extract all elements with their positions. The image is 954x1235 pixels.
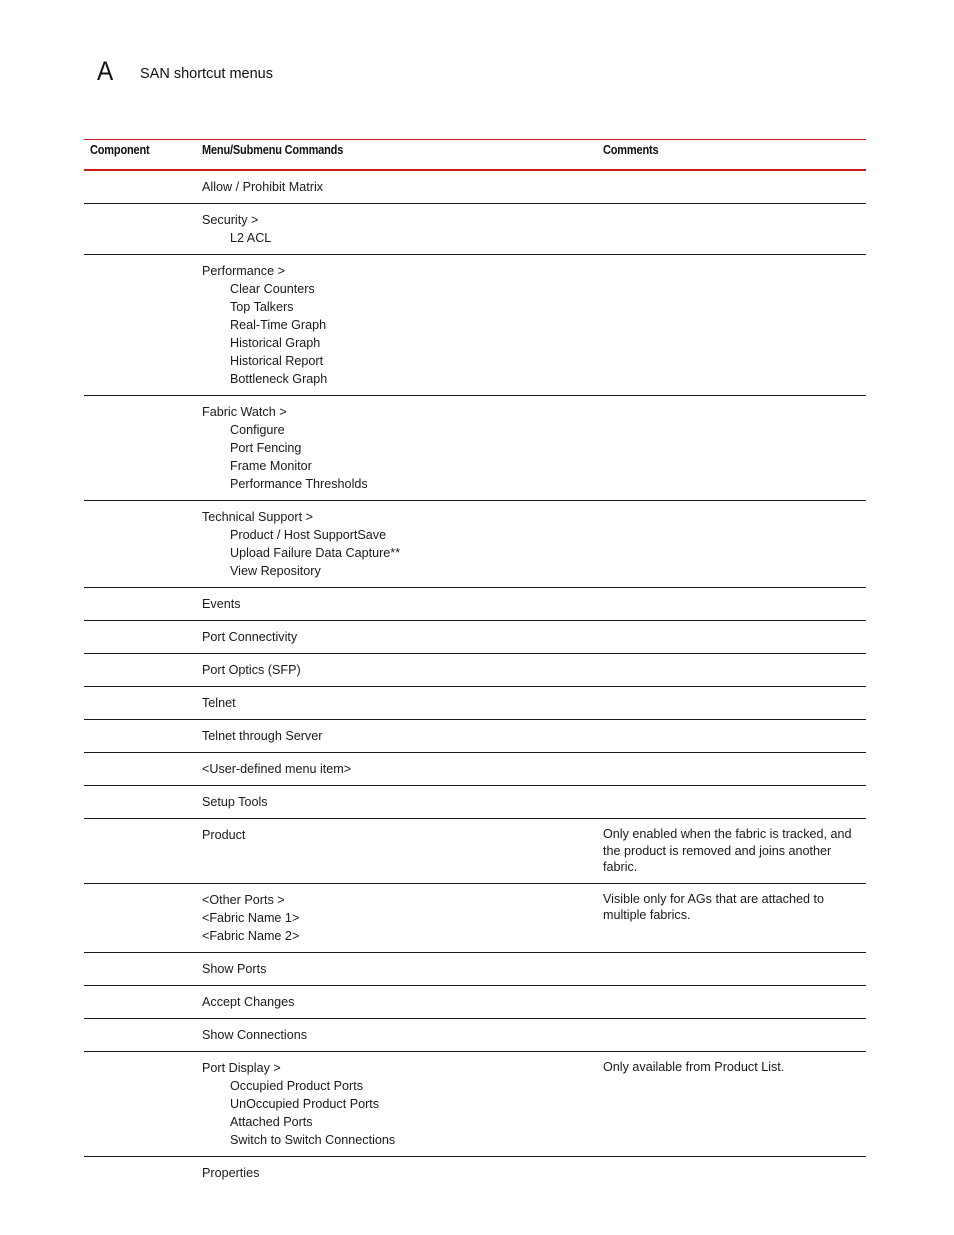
appendix-letter: A	[97, 56, 114, 86]
command-cell	[196, 1051, 597, 1156]
command-cell	[196, 786, 597, 819]
table-row	[84, 170, 866, 204]
component-cell	[84, 687, 196, 720]
menu-command: Port Display >	[202, 1060, 281, 1075]
submenu-command: Historical Graph	[230, 336, 321, 350]
command-cell	[196, 588, 597, 621]
submenu-command: Switch to Switch Connections	[230, 1132, 396, 1147]
comment-cell	[597, 501, 866, 588]
component-cell	[84, 753, 196, 786]
command-cell	[196, 720, 597, 753]
table-header-row	[84, 140, 866, 171]
comment-cell	[597, 1018, 866, 1051]
table-row	[84, 1051, 866, 1156]
table-row	[84, 396, 866, 501]
table-row	[84, 952, 866, 985]
component-cell	[84, 588, 196, 621]
table-row	[84, 1018, 866, 1051]
table-row	[84, 687, 866, 720]
comment-line: the product is removed and joins another	[603, 843, 832, 858]
comment-cell	[597, 819, 866, 884]
component-cell	[84, 883, 196, 952]
submenu-command: Historical Report	[230, 354, 324, 368]
menu-command-line: <Fabric Name 2>	[202, 928, 300, 943]
component-cell	[84, 952, 196, 985]
menu-command: Product	[202, 828, 246, 842]
command-cell	[196, 985, 597, 1018]
component-cell	[84, 501, 196, 588]
comment-cell	[597, 985, 866, 1018]
menu-command: Accept Changes	[202, 994, 295, 1009]
menu-command: Performance >	[202, 264, 285, 278]
table-row	[84, 501, 866, 588]
menu-command-line: <Fabric Name 1>	[202, 910, 300, 925]
component-cell	[84, 255, 196, 396]
table-row	[84, 588, 866, 621]
submenu-command: Occupied Product Ports	[230, 1078, 363, 1093]
submenu-command: Upload Failure Data Capture**	[230, 546, 401, 560]
menu-command: Port Optics (SFP)	[202, 663, 301, 677]
submenu-command: Top Talkers	[230, 300, 294, 314]
command-cell	[196, 753, 597, 786]
menu-table-container	[84, 139, 866, 1189]
component-cell	[84, 621, 196, 654]
comment-cell	[597, 204, 866, 255]
table-row	[84, 883, 866, 952]
comment-cell	[597, 396, 866, 501]
command-cell	[196, 396, 597, 501]
component-cell	[84, 396, 196, 501]
menu-commands-table	[84, 139, 866, 1189]
table-row	[84, 621, 866, 654]
table-row	[84, 819, 866, 884]
comment-line: fabric.	[603, 860, 638, 874]
command-cell	[196, 255, 597, 396]
submenu-command: Product / Host SupportSave	[230, 528, 387, 542]
menu-command: Telnet through Server	[202, 729, 323, 743]
table-row	[84, 985, 866, 1018]
comment-cell	[597, 654, 866, 687]
command-cell	[196, 170, 597, 204]
component-cell	[84, 1018, 196, 1051]
submenu-command: L2 ACL	[230, 231, 272, 245]
menu-command: Show Connections	[202, 1027, 308, 1042]
menu-command: <Other Ports >	[202, 892, 285, 907]
comment-cell	[597, 753, 866, 786]
column-header-label: Component	[90, 143, 150, 157]
comment-cell	[597, 883, 866, 952]
submenu-command: Attached Ports	[230, 1114, 313, 1129]
menu-command: Technical Support >	[202, 510, 313, 524]
component-cell	[84, 819, 196, 884]
column-header-label: Comments	[603, 143, 659, 157]
comment-cell	[597, 720, 866, 753]
command-cell	[196, 204, 597, 255]
menu-command: <User-defined menu item>	[202, 762, 352, 776]
menu-command: Setup Tools	[202, 795, 268, 809]
command-cell	[196, 654, 597, 687]
submenu-command: Frame Monitor	[230, 459, 312, 473]
table-header	[84, 140, 866, 171]
table-row	[84, 255, 866, 396]
table-row	[84, 720, 866, 753]
submenu-command: Performance Thresholds	[230, 477, 368, 491]
component-cell	[84, 1156, 196, 1189]
table-row	[84, 1156, 866, 1189]
menu-command: Security >	[202, 213, 259, 227]
component-cell	[84, 720, 196, 753]
column-header-commands	[196, 140, 597, 171]
submenu-command: Clear Counters	[230, 282, 315, 296]
command-cell	[196, 1156, 597, 1189]
table-row	[84, 786, 866, 819]
table-row	[84, 654, 866, 687]
comment-cell	[597, 952, 866, 985]
comment-cell	[597, 588, 866, 621]
comment-cell	[597, 687, 866, 720]
command-cell	[196, 501, 597, 588]
menu-command: Properties	[202, 1165, 260, 1180]
comment-cell	[597, 255, 866, 396]
table-row	[84, 204, 866, 255]
component-cell	[84, 654, 196, 687]
menu-command: Port Connectivity	[202, 630, 298, 644]
table-body	[84, 170, 866, 1189]
menu-command: Events	[202, 597, 241, 611]
component-cell	[84, 204, 196, 255]
column-header-component	[84, 140, 196, 171]
table-row	[84, 753, 866, 786]
submenu-command: Configure	[230, 423, 285, 437]
component-cell	[84, 786, 196, 819]
comment-line: Visible only for AGs that are attached to	[603, 891, 824, 906]
menu-command: Allow / Prohibit Matrix	[202, 180, 324, 194]
command-cell	[196, 1018, 597, 1051]
comment-line: Only available from Product List.	[603, 1059, 785, 1074]
command-cell	[196, 621, 597, 654]
menu-command: Telnet	[202, 696, 236, 710]
submenu-command: View Repository	[230, 564, 321, 578]
command-cell	[196, 819, 597, 884]
component-cell	[84, 170, 196, 204]
menu-command: Fabric Watch >	[202, 405, 287, 419]
comment-cell	[597, 621, 866, 654]
menu-command: Show Ports	[202, 961, 267, 976]
column-header-comments	[597, 140, 866, 171]
component-cell	[84, 985, 196, 1018]
submenu-command: Port Fencing	[230, 441, 302, 455]
comment-line: multiple fabrics.	[603, 908, 691, 922]
command-cell	[196, 952, 597, 985]
comment-cell	[597, 786, 866, 819]
comment-cell	[597, 170, 866, 204]
submenu-command: Bottleneck Graph	[230, 372, 328, 386]
command-cell	[196, 883, 597, 952]
component-cell	[84, 1051, 196, 1156]
comment-line: Only enabled when the fabric is tracked, and	[603, 827, 852, 841]
column-header-label: Menu/Submenu Commands	[202, 143, 344, 157]
command-cell	[196, 687, 597, 720]
submenu-command: Real-Time Graph	[230, 318, 327, 332]
comment-cell	[597, 1156, 866, 1189]
submenu-command: UnOccupied Product Ports	[230, 1096, 380, 1111]
section-title: SAN shortcut menus	[140, 66, 273, 82]
comment-cell	[597, 1051, 866, 1156]
